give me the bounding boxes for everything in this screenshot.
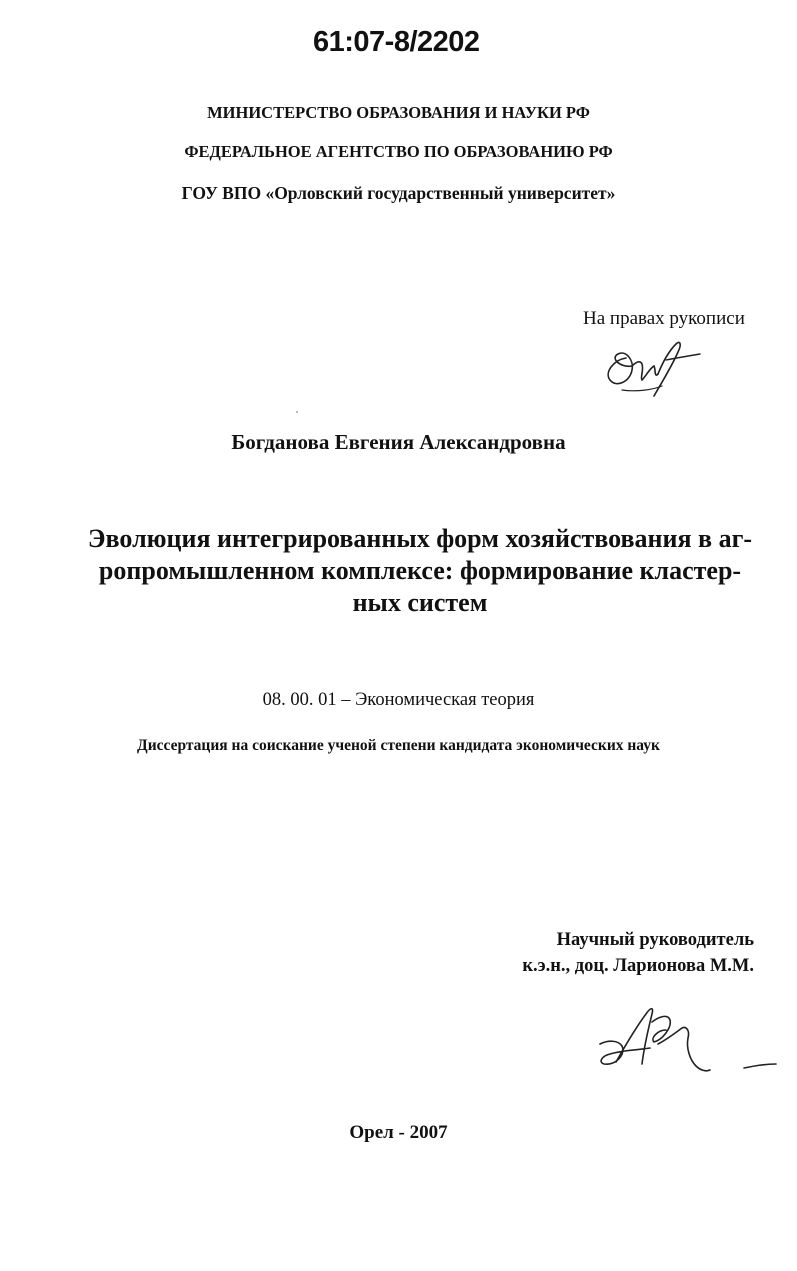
title-line-1: Эволюция интегрированных форм хозяйствования в аг-: [87, 524, 753, 553]
title-line-2: ропромышленном комплексе: формирование кластер-: [98, 556, 742, 585]
supervisor-signature: [594, 1000, 784, 1080]
title-line-3: ных систем: [352, 588, 488, 617]
dissertation-title: [80, 523, 760, 619]
author-name: Богданова Евгения Александровна: [231, 430, 566, 454]
ministry-heading: МИНИСТЕРСТВО ОБРАЗОВАНИЯ И НАУКИ РФ: [207, 103, 590, 122]
supervisor-name: к.э.н., доц. Ларионова М.М.: [522, 956, 754, 976]
supervisor-role: Научный руководитель: [556, 930, 754, 950]
scan-speck: [296, 411, 298, 413]
university-heading: ГОУ ВПО «Орловский государственный университет»: [181, 183, 616, 203]
city-and-year: Орел - 2007: [349, 1122, 448, 1143]
degree-statement: Диссертация на соискание ученой степени кандидата экономических наук: [137, 737, 660, 754]
manuscript-rights-note: На правах рукописи: [583, 308, 745, 329]
author-signature: [596, 330, 716, 400]
catalog-code: 61:07-8/2202: [313, 26, 480, 58]
specialty-code: 08. 00. 01 – Экономическая теория: [262, 690, 535, 710]
agency-heading: ФЕДЕРАЛЬНОЕ АГЕНТСТВО ПО ОБРАЗОВАНИЮ РФ: [184, 142, 613, 161]
